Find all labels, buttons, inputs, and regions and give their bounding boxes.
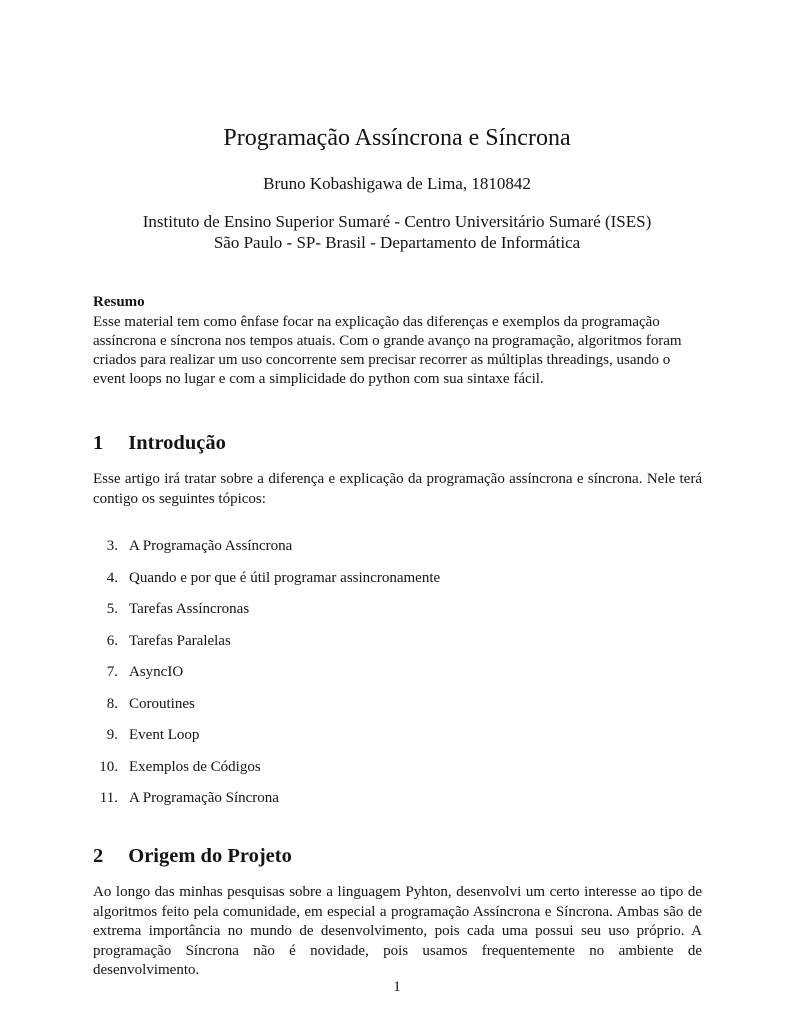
page-number: 1 — [393, 979, 401, 995]
abstract-block — [93, 293, 701, 389]
section-2-number: 2 — [93, 845, 104, 867]
section-1-number: 1 — [93, 432, 104, 454]
section-2-heading — [93, 844, 701, 868]
item-label: Coroutines — [129, 695, 195, 712]
list-item — [93, 569, 701, 588]
section-2-paragraph: Ao longo das minhas pesquisas sobre a linguagem Pyhton, desenvolvi um certo interesse ao tipo de algoritmos feito pela comunidade, em especial a programação Assíncrona e Síncrona. Ambas são de extrema importância no mundo de desenvolvimento, pois cada uma possui seu uso próprio. A programação Síncrona não é novidade, pois usamos frequentemente no ambiente de desenvolvimento. — [93, 884, 702, 978]
item-number: 11. — [99, 790, 118, 806]
affiliation-line-1: Instituto de Ensino Superior Sumaré - Centro Universitário Sumaré (ISES) — [142, 212, 652, 231]
topics-list — [93, 537, 701, 808]
section-2-title: Origem do Projeto — [128, 845, 292, 867]
item-label: Quando e por que é útil programar assincronamente — [129, 569, 441, 586]
list-item — [93, 695, 701, 714]
item-label: A Programação Síncrona — [129, 790, 279, 806]
list-item — [93, 789, 701, 808]
list-item — [93, 632, 701, 651]
list-item — [93, 537, 701, 556]
item-label: AsyncIO — [129, 664, 184, 680]
item-number: 3. — [106, 538, 118, 554]
abstract-heading: Resumo — [93, 294, 145, 310]
list-item — [93, 726, 701, 745]
item-number: 7. — [106, 664, 118, 680]
list-item — [93, 663, 701, 682]
item-number: 8. — [106, 695, 118, 712]
item-label: Event Loop — [129, 727, 200, 743]
list-item — [93, 600, 701, 619]
section-1-title: Introdução — [128, 432, 226, 454]
list-item — [93, 758, 701, 777]
item-number: 9. — [106, 727, 118, 743]
affiliation-block — [93, 211, 701, 253]
item-number: 6. — [106, 632, 118, 649]
item-label: Exemplos de Códigos — [129, 758, 261, 775]
item-number: 10. — [99, 758, 118, 775]
item-label: Tarefas Paralelas — [129, 632, 231, 649]
section-1-paragraph: Esse artigo irá tratar sobre a diferença e explicação da programação assíncrona e síncrona. Nele terá contigo os seguintes tópicos: — [93, 471, 702, 507]
item-label: A Programação Assíncrona — [129, 538, 293, 554]
abstract-text: Esse material tem como ênfase focar na explicação das diferenças e exemplos da programação assíncrona e síncrona nos tempos atuais. Com o grande avanço na programação, algoritmos foram criados para realizar um uso concorrente sem precisar recorrer as múltiplas threadings, usando o event loops no lugar e com a simplicidade do python com sua sintaxe fácil. — [93, 314, 682, 387]
item-number: 4. — [106, 569, 118, 586]
author-line: Bruno Kobashigawa de Lima, 1810842 — [263, 174, 531, 193]
paper-title: Programação Assíncrona e Síncrona — [223, 125, 571, 151]
item-label: Tarefas Assíncronas — [129, 601, 250, 617]
affiliation-line-2: São Paulo - SP- Brasil - Departamento de Informática — [213, 233, 581, 252]
item-number: 5. — [106, 601, 118, 617]
section-1-heading — [93, 431, 701, 455]
